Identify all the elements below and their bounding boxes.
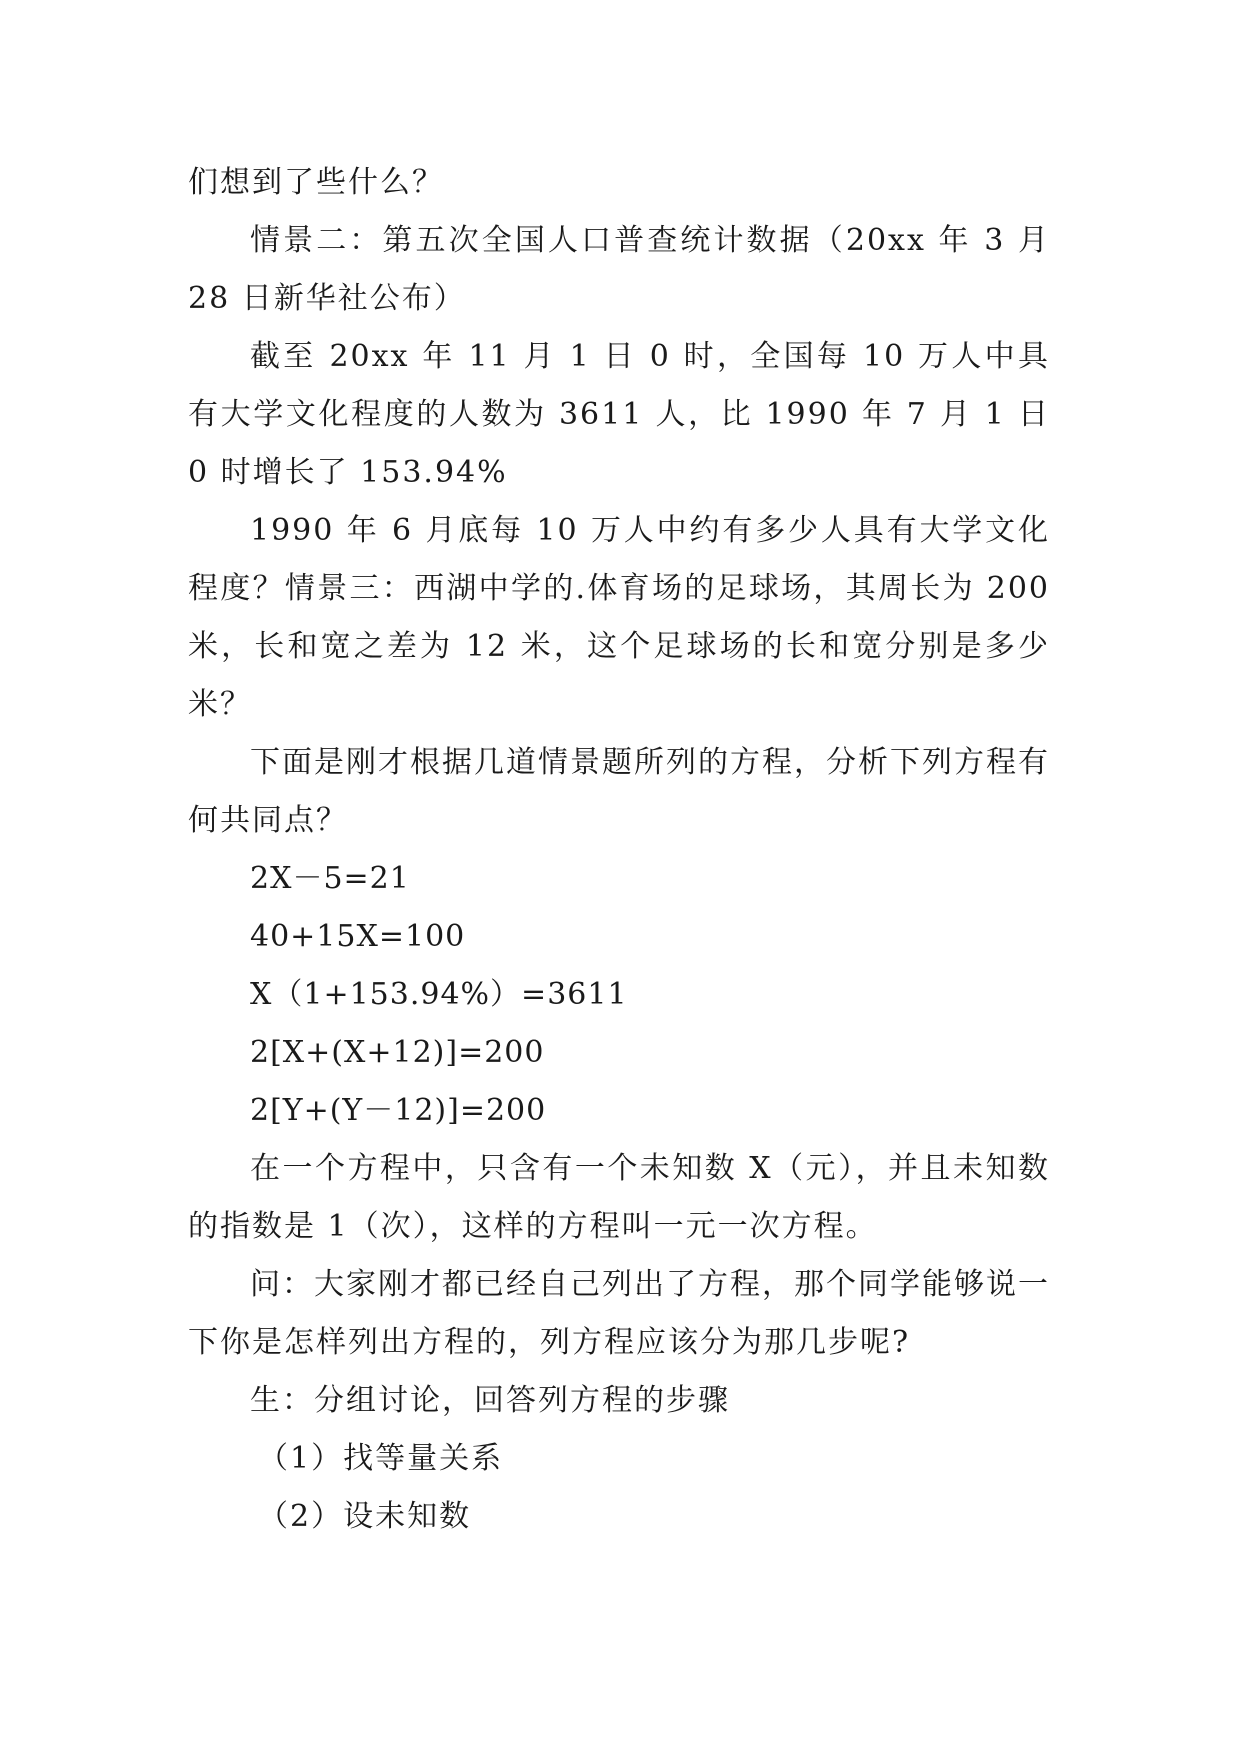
- document-body: [188, 154, 1050, 1546]
- paragraph-equation-intro: 下面是刚才根据几道情景题所列的方程，分析下列方程有何共同点？: [188, 745, 1050, 838]
- equation-line: 40+15X=100: [250, 919, 466, 954]
- equation-line: 2X－5=21: [250, 861, 410, 896]
- paragraph-scenario-two: 情景二：第五次全国人口普查统计数据（20xx 年 3 月 28 日新华社公布）: [188, 223, 1050, 316]
- step-item: （1）找等量关系: [258, 1441, 504, 1476]
- step-item: （2）设未知数: [258, 1499, 472, 1534]
- paragraph-continuation: 们想到了些什么？: [188, 165, 444, 200]
- equation-line: X（1+153.94%）=3611: [250, 977, 628, 1012]
- paragraph-census-data: 截至 20xx 年 11 月 1 日 0 时，全国每 10 万人中具有大学文化程度的人数为 3611 人，比 1990 年 7 月 1 日 0 时增长了 153.94%: [188, 339, 1050, 490]
- paragraph-question: 问：大家刚才都已经自己列出了方程，那个同学能够说一下你是怎样列出方程的，列方程应该分为那几步呢?: [188, 1267, 1050, 1360]
- paragraph-definition: 在一个方程中，只含有一个未知数 X（元），并且未知数的指数是 1（次），这样的方程叫一元一次方程。: [188, 1151, 1050, 1244]
- equation-line: 2[X+(X+12)]=200: [250, 1035, 545, 1070]
- paragraph-student-answer: 生：分组讨论，回答列方程的步骤: [250, 1383, 730, 1418]
- equation-line: 2[Y+(Y－12)]=200: [250, 1093, 547, 1128]
- paragraph-scenario-three: 1990 年 6 月底每 10 万人中约有多少人具有大学文化程度？情景三：西湖中学的.体育场的足球场，其周长为 200 米，长和宽之差为 12 米，这个足球场的长和宽分别是多少米？: [188, 513, 1050, 722]
